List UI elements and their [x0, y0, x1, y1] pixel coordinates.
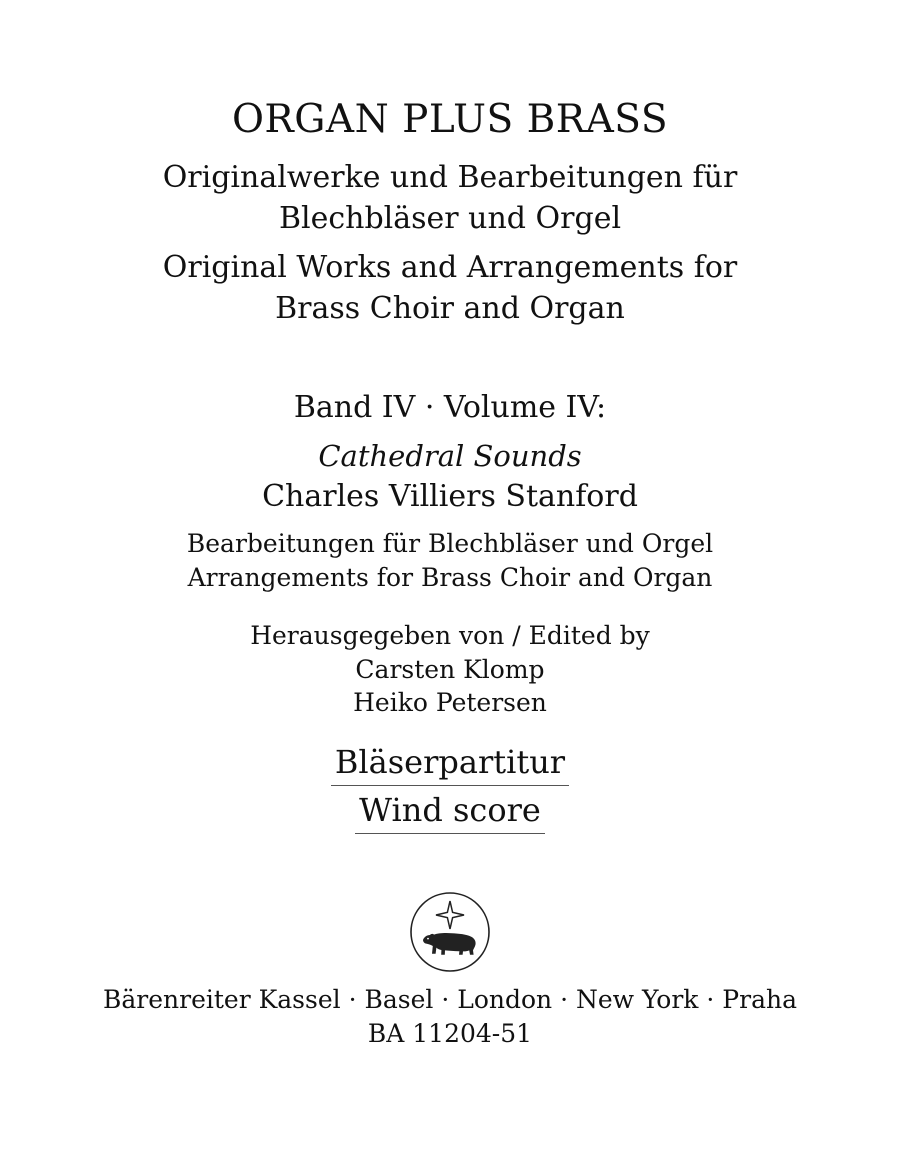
- score-type-english-text: Wind score: [355, 794, 545, 834]
- score-type-german-text: Bläserpartitur: [331, 746, 569, 786]
- subtitle-german-line-2: Blechbläser und Orgel: [278, 201, 622, 236]
- volume-title: Cathedral Sounds: [318, 439, 582, 473]
- editor-name: Heiko Petersen: [353, 688, 547, 717]
- subtitle-english-line-1: Original Works and Arrangements for: [162, 250, 738, 285]
- description-english: Arrangements for Brass Choir and Organ: [187, 563, 713, 592]
- subtitle-english-line-2: Brass Choir and Organ: [275, 291, 625, 326]
- volume-number: Band IV · Volume IV:: [293, 390, 607, 425]
- score-type-german: [0, 743, 900, 786]
- score-type-english: [0, 791, 900, 834]
- catalog-number: BA 11204-51: [367, 1019, 533, 1048]
- description-german: Bearbeitungen für Blechbläser und Orgel: [186, 529, 714, 558]
- series-title: ORGAN PLUS BRASS: [231, 97, 669, 142]
- composer-name: Charles Villiers Stanford: [262, 479, 638, 514]
- editors-label: Herausgegeben von / Edited by: [250, 621, 650, 650]
- editor-name: Carsten Klomp: [355, 655, 545, 684]
- barenreiter-bear-star-logo-icon: [409, 891, 491, 973]
- subtitle-german-line-1: Originalwerke und Bearbeitungen für: [162, 160, 738, 195]
- publisher-imprint: Bärenreiter Kassel · Basel · London · New York · Praha: [103, 985, 797, 1014]
